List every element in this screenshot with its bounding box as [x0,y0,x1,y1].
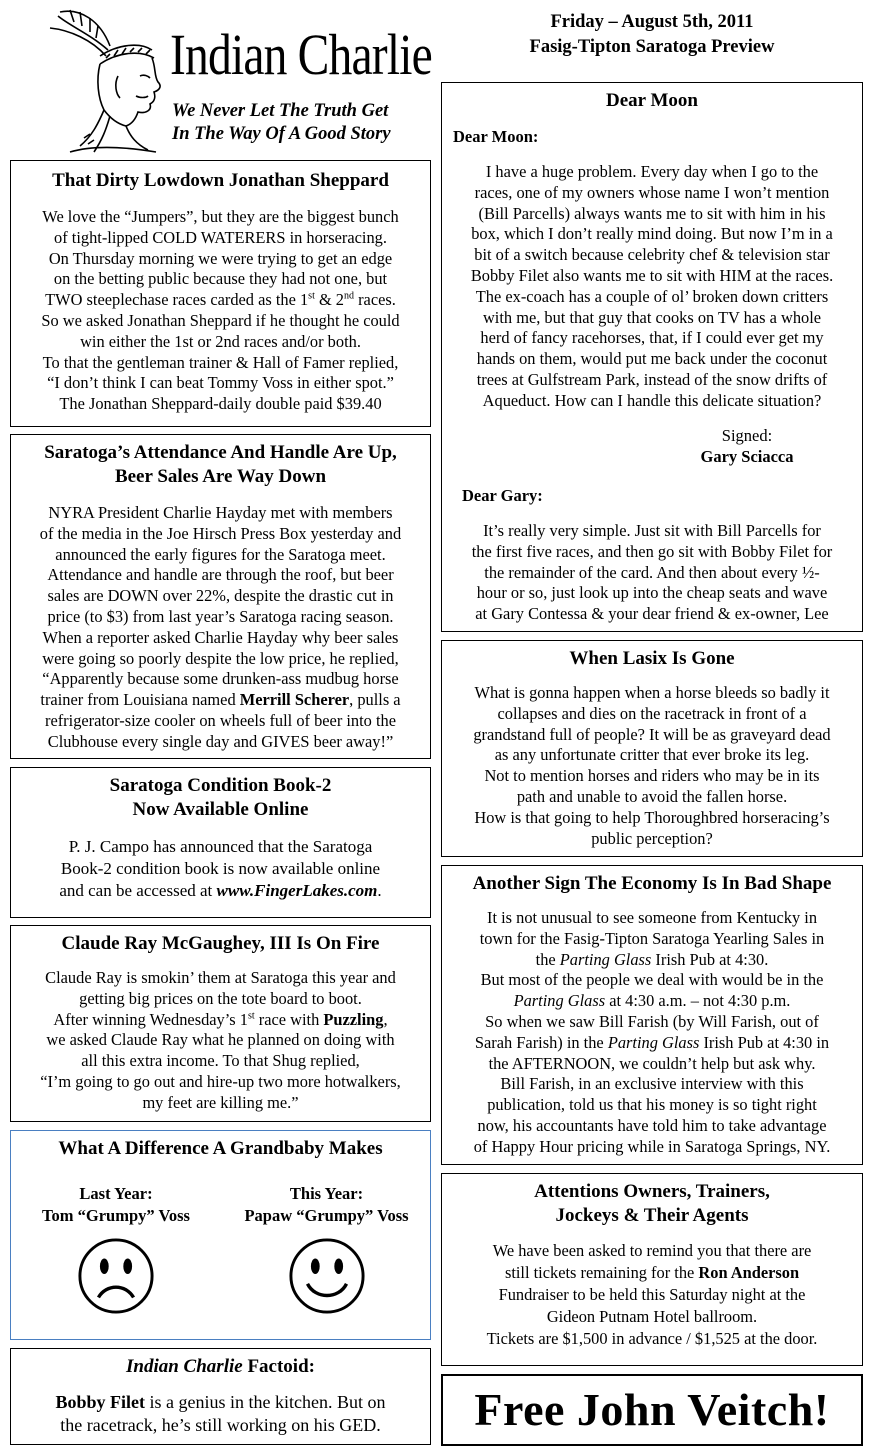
text-line: with me, but that guy that cooks on TV has a whole [482,307,822,327]
indian-chief-head-icon [40,6,164,154]
article-title: Dear Moon [606,90,698,111]
title-brand: Indian Charlie [126,1356,243,1377]
text-line: of Happy Hour pricing while in Saratoga Springs, NY. [473,1136,831,1156]
text-line: box, which I don’t really mind doing. But now I’m in a [471,224,833,244]
article-attentions [441,1173,863,1366]
text-line: now, his accountants have told him to take advantage [477,1115,827,1135]
reply-salutation: Dear Gary: [462,486,543,505]
text-line: hands on them, would put me back under the coconut [476,349,828,369]
letter-body [442,162,862,412]
free-veitch-banner [441,1374,863,1446]
text-line: After winning Wednesday’s 1st race with Puzzling, [53,1009,388,1029]
issue-date: Friday – August 5th, 2011 [550,12,754,32]
text-line: town for the Fasig-Tipton Saratoga Yearling Sales in [479,928,825,948]
text-line: trainer from Louisiana named Merrill Scherer, pulls a [40,690,401,710]
text-line: sales are DOWN over 22%, despite the drastic cut in [47,586,394,606]
text-line: as any unfortunate critter that ever broke its leg. [494,745,810,765]
title-line: Beer Sales Are Way Down [114,466,327,487]
text-line: price (to $3) from last year’s Saratoga racing season. [47,606,394,626]
tagline-line: We Never Let The Truth Get [172,101,389,121]
text-line: hour or so, just look up into the cheap seats and wave [476,583,828,603]
text-line: To that the gentleman trainer & Hall of Famer replied, [42,352,399,372]
article-title: What A Difference A Grandbaby Makes [58,1138,383,1159]
article-title [442,1180,862,1228]
text-line: trees at Gulfstream Park, instead of the snow drifts of [476,369,828,389]
tagline [172,100,391,146]
text-line: getting big prices on the tote board to boot. [79,988,362,1008]
text-line: the AFTERNOON, we couldn’t help but ask why. [488,1053,816,1073]
brand-title: Indian Charlie [170,22,432,87]
text-line: Gideon Putnam Hotel ballroom. [546,1307,758,1326]
text-line: public perception? [591,828,713,848]
article-condition-book [10,767,431,918]
text-line: Fundraiser to be held this Saturday night at the [498,1285,806,1304]
smiling-face-icon [288,1237,366,1315]
article-mcgaughey [10,925,431,1122]
masthead [10,6,430,156]
text-line: How is that going to help Thoroughbred horseracing’s [474,807,830,827]
text-line: the first five races, and then go sit with Bobby Filet for [471,541,833,561]
title-line: Now Available Online [132,799,309,820]
article-factoid [10,1348,431,1445]
text-line: Clubhouse every single day and GIVES beer away!” [47,731,394,751]
text-line: Attendance and handle are through the roof, but beer [47,565,394,585]
text-line: Bobby Filet is a genius in the kitchen. But on [55,1392,386,1412]
text-line: “I don’t think I can beat Tommy Voss in either spot.” [47,373,394,393]
title-line: Attentions Owners, Trainers, [534,1181,770,1202]
title-line: Saratoga Condition Book-2 [109,775,332,796]
text-line: The ex-coach has a couple of ol’ broken down critters [475,286,829,306]
text-line: win either the 1st or 2nd races and/or both. [80,331,361,351]
issue-edition: Fasig-Tipton Saratoga Preview [529,37,775,57]
text-line: were going so poorly despite the low price, he replied, [42,648,399,668]
text-line: collapses and dies on the racetrack in front of a [497,703,807,723]
text-line: TWO steeplechase races carded as the 1st & 2nd races. [45,290,396,310]
text-line: Book-2 condition book is now available online [60,859,381,878]
text-line: We love the “Jumpers”, but they are the biggest bunch [42,207,399,226]
text-line: It’s really very simple. Just sit with Bill Parcells for [483,521,821,540]
text-line: publication, told us that his money is so tight right [487,1095,817,1115]
article-lasix [441,640,863,857]
article-dear-moon [441,82,863,632]
text-line: refrigerator-size cooler on wheels full of beer into the [44,710,396,730]
text-line: So when we saw Bill Farish (by Will Farish, out of [485,1011,819,1031]
text-line: It is not unusual to see someone from Kentucky in [486,908,818,927]
article-economy [441,865,863,1165]
website-link: www.FingerLakes.com [216,881,378,900]
frowning-face-icon [77,1237,155,1315]
column-name: Papaw “Grumpy” Voss [244,1206,409,1225]
text-line: Sarah Farish) in the Parting Glass Irish Pub at 4:30 in [474,1032,830,1052]
text-line: P. J. Campo has announced that the Saratoga [68,837,373,856]
text-line: So we asked Jonathan Sheppard if he thought he could [41,310,400,330]
text-line: path and unable to avoid the fallen horse. [516,786,788,806]
text-line: What is gonna happen when a horse bleeds so badly it [474,683,830,702]
article-title [11,774,430,822]
text-line: herd of fancy racehorses, that, if I could ever get my [480,328,824,348]
text-line: my feet are killing me.” [142,1092,299,1112]
text-line: When a reporter asked Charlie Hayday why beer sales [42,627,399,647]
text-line: the racetrack, he’s still working on his GED. [60,1415,381,1435]
article-body [11,968,430,1114]
article-attendance [10,434,431,759]
tagline-line: In The Way Of A Good Story [172,124,391,144]
text-line: Bill Farish, in an exclusive interview with this [500,1074,804,1094]
column-label: This Year: [289,1184,364,1203]
article-title: Another Sign The Economy Is In Bad Shape [472,873,832,894]
title-line: Jockeys & Their Agents [555,1205,749,1226]
text-line: Not to mention horses and riders who may be in its [484,766,820,786]
article-title: Claude Ray McGaughey, III Is On Fire [61,933,380,954]
article-body [442,1240,862,1350]
text-line: we asked Claude Ray what he planned on doing with [46,1030,395,1050]
text-line: the Parting Glass Irish Pub at 4:30. [535,949,769,969]
text-line: The Jonathan Sheppard-daily double paid $39.40 [59,394,382,414]
text-line: grandstand full of people? It will be as graveyard dead [473,724,831,744]
text-line: But most of the people we deal with would be in the [480,970,824,990]
text-line: Aqueduct. How can I handle this delicate situation? [482,390,822,410]
salutation: Dear Moon: [453,127,539,146]
column-name: Tom “Grumpy” Voss [42,1206,190,1225]
signature-block [672,425,822,467]
text-line: We have been asked to remind you that there are [492,1241,812,1260]
signer-name: Gary Sciacca [700,447,794,466]
text-line: the remainder of the card. And then about every ½- [484,562,820,582]
text-line: races, one of my owners whose name I won’t mention [474,182,830,202]
this-year-column [221,1183,432,1315]
article-sheppard [10,160,431,427]
text-line: Parting Glass at 4:30 a.m. – not 4:30 p.m. [513,991,791,1011]
article-title: When Lasix Is Gone [569,648,735,669]
title-rest: Factoid: [242,1356,315,1377]
column-label: Last Year: [79,1184,153,1203]
text-line: NYRA President Charlie Hayday met with members [48,503,393,522]
article-body [442,683,862,849]
text-line: On Thursday morning we were trying to get an edge [48,248,393,268]
title-line: Saratoga’s Attendance And Handle Are Up, [44,442,397,463]
text-line: of tight-lipped COLD WATERERS in horseracing. [54,227,387,247]
dateline [440,10,864,60]
text-line: still tickets remaining for the Ron Anderson [504,1263,800,1282]
last-year-column [11,1183,221,1315]
article-body [11,836,430,902]
article-body [442,908,862,1158]
text-line: of the media in the Joe Hirsch Press Box yesterday and [39,523,402,543]
article-title [11,1355,430,1379]
article-title: That Dirty Lowdown Jonathan Sheppard [52,170,389,191]
text-line: on the betting public because they had not one, but [53,269,388,289]
text-line: (Bill Parcells) always wants me to sit with him in his [478,203,826,223]
text-line: Tickets are $1,500 in advance / $1,525 at the door. [486,1329,818,1348]
text-line: and can be accessed at www.FingerLakes.com. [59,881,382,900]
text-line: “Apparently because some drunken-ass mudbug horse [42,669,399,689]
text-line: I have a huge problem. Every day when I go to the [485,162,819,181]
article-body [11,503,430,753]
article-body [11,1391,430,1437]
article-grandbaby [10,1130,431,1340]
text-line: all this extra income. To that Shug replied, [81,1051,360,1071]
text-line: announced the early figures for the Saratoga meet. [55,544,386,564]
text-line: bit of a switch because celebrity chef & television star [474,245,830,265]
article-title [11,441,430,489]
text-line: Claude Ray is smokin’ them at Saratoga this year and [45,968,396,987]
reply-body [442,521,862,625]
banner-text: Free John Veitch! [474,1384,830,1435]
signed-label: Signed: [721,426,773,445]
text-line: Bobby Filet also wants me to sit with HIM at the races. [470,265,834,285]
text-line: “I’m going to go out and hire-up two more hotwalkers, [40,1071,401,1091]
article-body [11,207,430,415]
text-line: at Gary Contessa & your dear friend & ex-owner, Lee [475,604,829,624]
